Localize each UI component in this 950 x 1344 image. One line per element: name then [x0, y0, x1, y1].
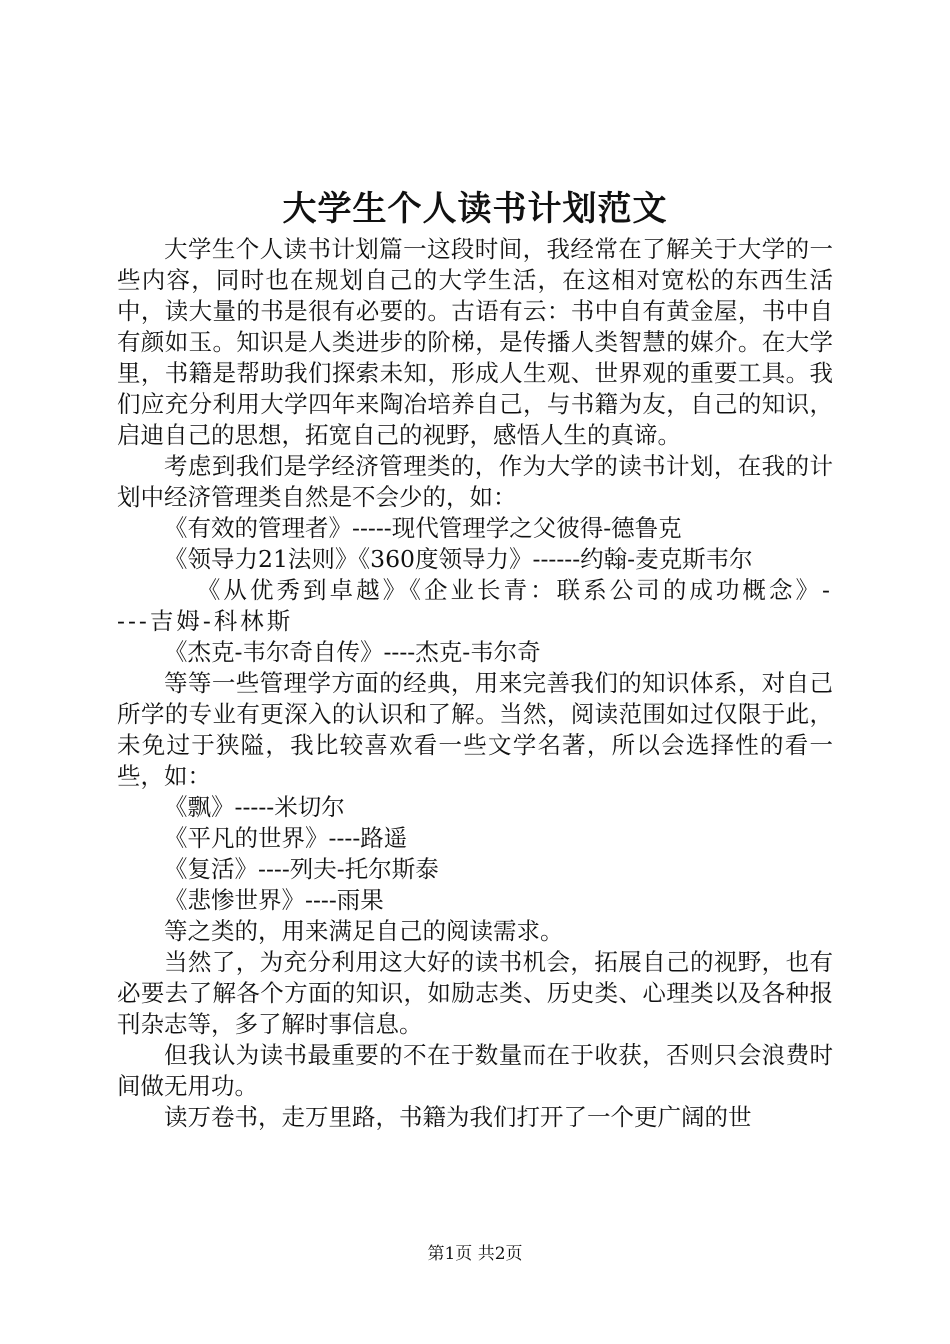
- paragraph-literature-plan: 等等一些管理学方面的经典，用来完善我们的知识体系，对自己所学的专业有更深入的认识和了解。当然，阅读范围如过仅限于此，未免过于狭隘，我比较喜欢看一些文学名著，所以会选择性的看一些，如：: [117, 669, 833, 790]
- paragraph-reading-needs: 等之类的，用来满足自己的阅读需求。: [164, 917, 564, 945]
- book-item: 《悲惨世界》----雨果: [164, 886, 384, 914]
- book-item: 《飘》-----米切尔: [164, 793, 345, 821]
- paragraph-economics-plan: 考虑到我们是学经济管理类的，作为大学的读书计划，在我的计划中经济管理类自然是不会少的，如：: [117, 452, 833, 511]
- paragraph-quality-over-quantity: 但我认为读书最重要的不在于数量而在于收获，否则只会浪费时间做无用功。: [117, 1041, 833, 1100]
- paragraph-broaden-knowledge: 当然了，为充分利用这大好的读书机会，拓展自己的视野，也有必要去了解各个方面的知识，如励志类、历史类、心理类以及各种报刊杂志等，多了解时事信息。: [117, 948, 833, 1038]
- book-item: 《杰克-韦尔奇自传》----杰克-韦尔奇: [164, 638, 541, 666]
- book-item: 《领导力21法则》《360度领导力》------约翰-麦克斯韦尔: [164, 545, 753, 573]
- document-body: [117, 234, 833, 1133]
- book-item: 《有效的管理者》-----现代管理学之父彼得-德鲁克: [164, 514, 682, 542]
- book-item: 《复活》----列夫-托尔斯泰: [164, 855, 439, 883]
- page-number-footer: 第1页 共2页: [427, 1244, 523, 1264]
- paragraph-closing: 读万卷书，走万里路，书籍为我们打开了一个更广阔的世: [164, 1103, 752, 1131]
- document-title: 大学生个人读书计划范文: [282, 189, 668, 229]
- book-item: 《从优秀到卓越》《企业长青：联系公司的成功概念》----吉姆-科林斯: [117, 576, 833, 635]
- book-item: 《平凡的世界》----路遥: [164, 824, 408, 852]
- paragraph-intro: 大学生个人读书计划篇一这段时间，我经常在了解关于大学的一些内容，同时也在规划自己的大学生活，在这相对宽松的东西生活中，读大量的书是很有必要的。古语有云：书中自有黄金屋，书中自有颜如玉。知识是人类进步的阶梯，是传播人类智慧的媒介。在大学里，书籍是帮助我们探索未知，形成人生观、世界观的重要工具。我们应充分利用大学四年来陶冶培养自己，与书籍为友，自己的知识，启迪自己的思想，拓宽自己的视野，感悟人生的真谛。: [117, 235, 833, 449]
